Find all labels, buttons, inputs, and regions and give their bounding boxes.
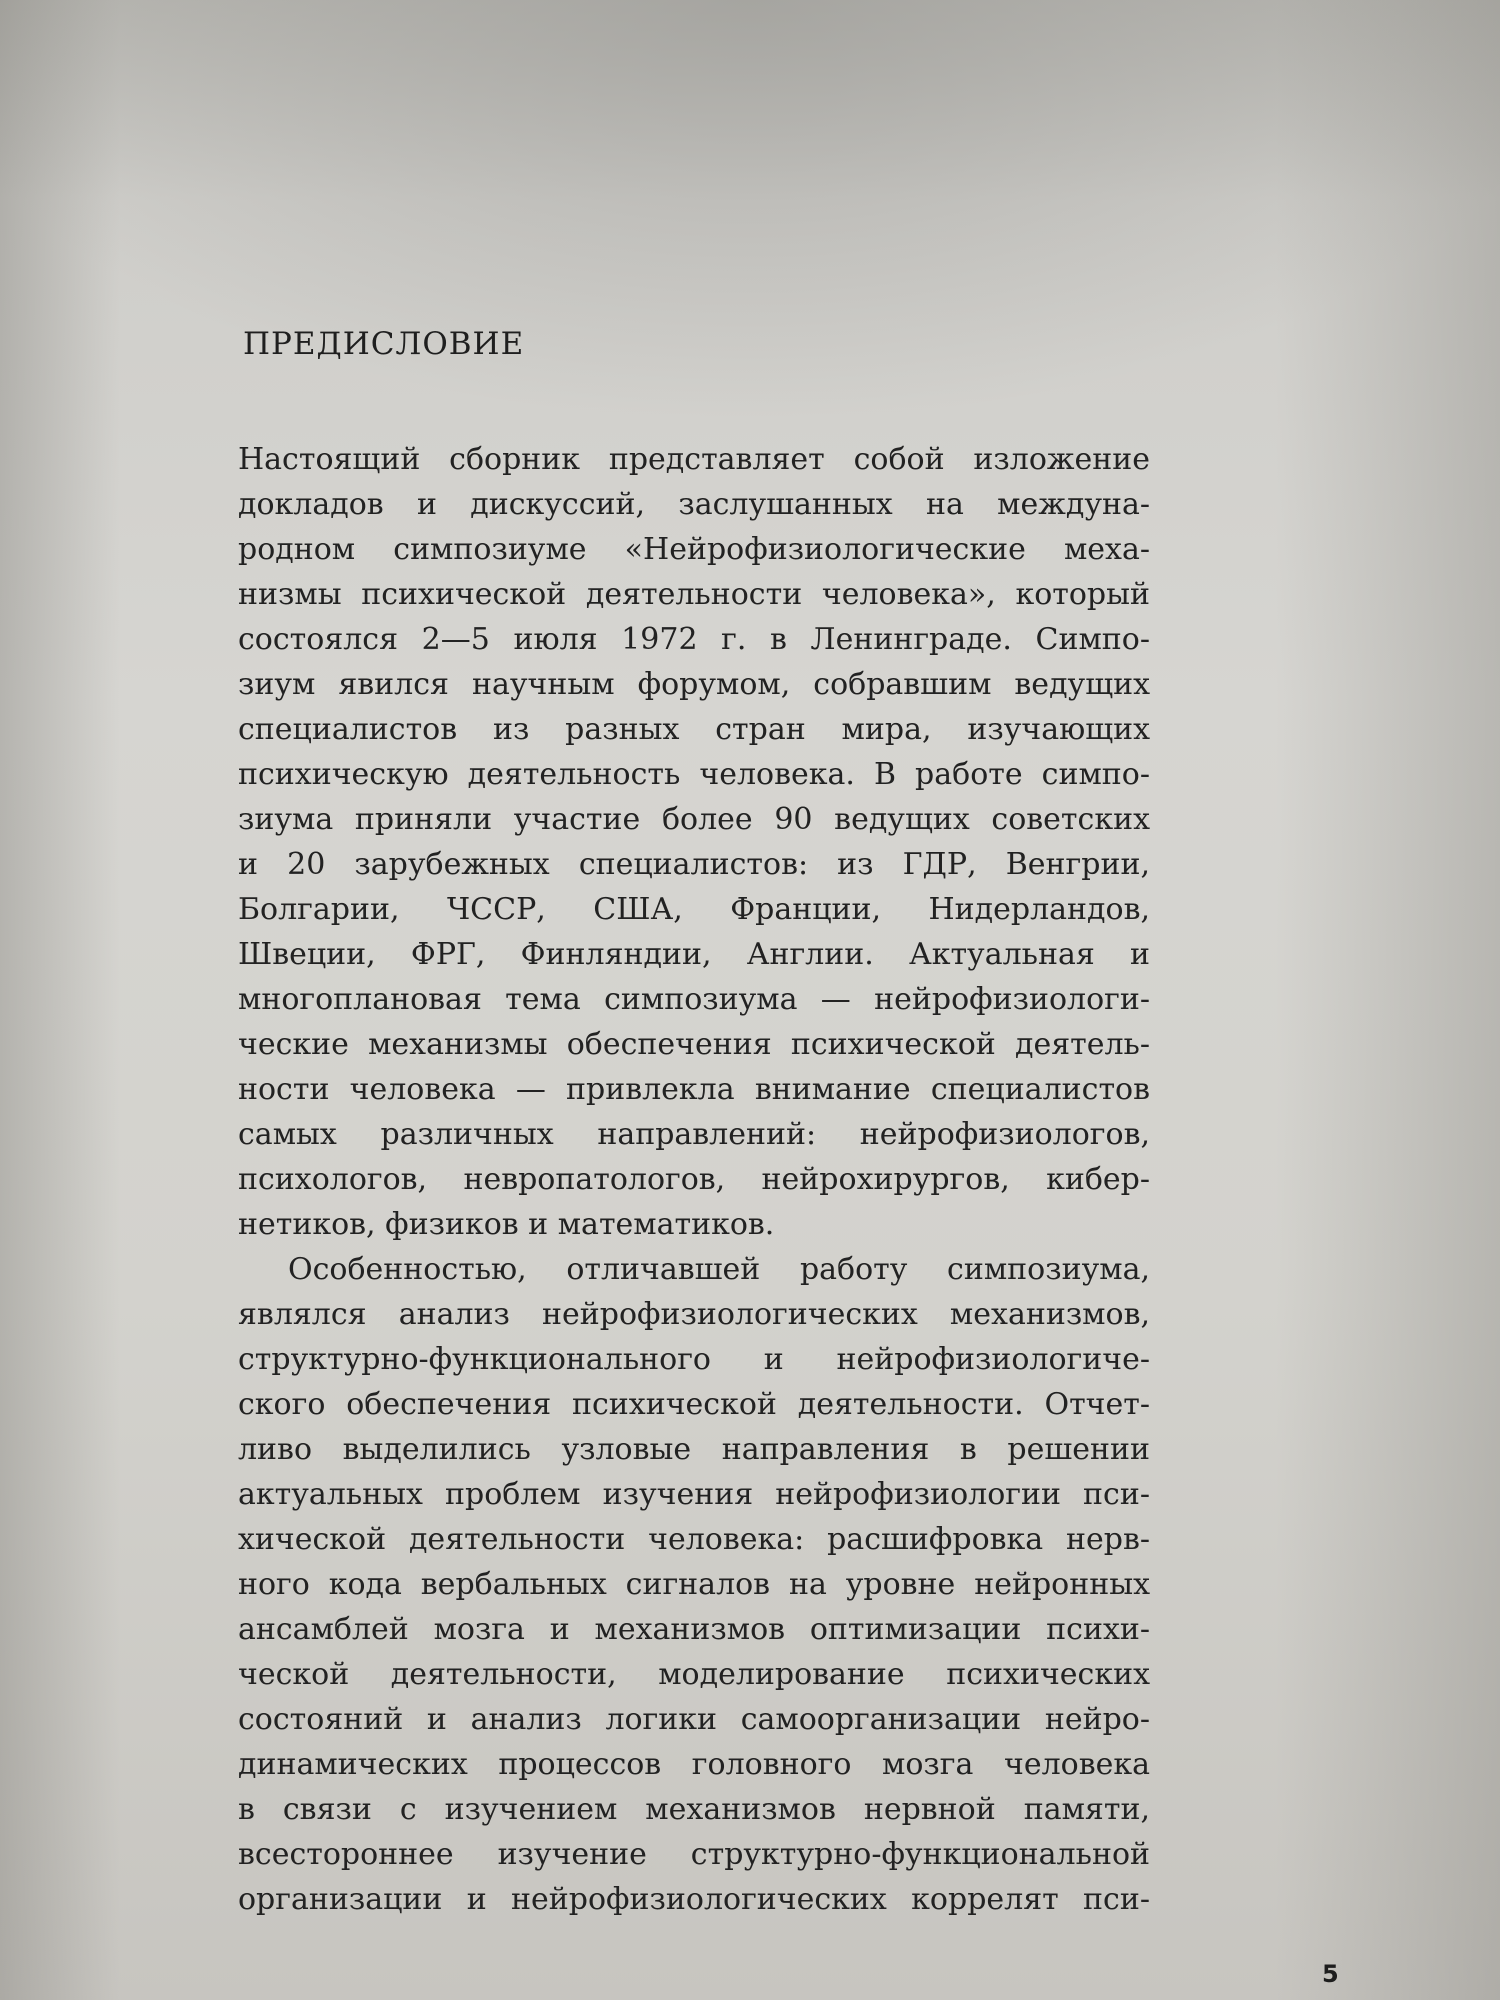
text-line: ансамблей мозга и механизмов оптимизации психи- <box>238 1612 1150 1647</box>
text-line: Особенностью, отличавшей работу симпозиума, <box>288 1252 1150 1287</box>
text-line: ности человека — привлекла внимание специалистов <box>238 1072 1150 1107</box>
text-line: актуальных проблем изучения нейрофизиологии пси- <box>238 1477 1150 1512</box>
text-line: ливо выделились узловые направления в решении <box>238 1432 1150 1467</box>
text-line: структурно-функционального и нейрофизиологиче- <box>238 1342 1150 1377</box>
text-line: зиум явился научным форумом, собравшим ведущих <box>238 667 1150 702</box>
page-title: ПРЕДИСЛОВИЕ <box>243 326 525 362</box>
text-line: Болгарии, ЧССР, США, Франции, Нидерландов, <box>238 892 1150 927</box>
body-text <box>238 437 1150 1922</box>
text-line: в связи с изучением механизмов нервной памяти, <box>238 1792 1150 1827</box>
text-line: многоплановая тема симпозиума — нейрофизиологи- <box>238 982 1150 1017</box>
text-line: низмы психической деятельности человека», который <box>238 577 1150 612</box>
text-line: ного кода вербальных сигналов на уровне нейронных <box>238 1567 1150 1602</box>
text-line: состояний и анализ логики самоорганизации нейро- <box>238 1702 1150 1737</box>
text-line: ческой деятельности, моделирование психических <box>238 1657 1150 1692</box>
text-line: и 20 зарубежных специалистов: из ГДР, Венгрии, <box>238 847 1150 882</box>
text-line: состоялся 2—5 июля 1972 г. в Ленинграде. Симпо- <box>238 622 1150 657</box>
text-line: являлся анализ нейрофизиологических механизмов, <box>238 1297 1150 1332</box>
text-line: динамических процессов головного мозга человека <box>238 1747 1150 1782</box>
text-line: всестороннее изучение структурно-функциональной <box>238 1837 1150 1872</box>
text-line: нетиков, физиков и математиков. <box>238 1207 775 1242</box>
text-line: родном симпозиуме «Нейрофизиологические меха- <box>238 532 1150 567</box>
paragraph-1 <box>238 437 1150 1247</box>
text-line: ского обеспечения психической деятельности. Отчет- <box>238 1387 1150 1422</box>
text-line: самых различных направлений: нейрофизиологов, <box>238 1117 1150 1152</box>
page-number: 5 <box>1322 1960 1339 1988</box>
text-line: психическую деятельность человека. В работе симпо- <box>238 757 1150 792</box>
text-line: ческие механизмы обеспечения психической деятель- <box>238 1027 1150 1062</box>
text-line: Швеции, ФРГ, Финляндии, Англии. Актуальная и <box>238 937 1150 972</box>
text-line: психологов, невропатологов, нейрохирургов, кибер- <box>238 1162 1150 1197</box>
text-line: зиума приняли участие более 90 ведущих советских <box>238 802 1150 837</box>
text-line: Настоящий сборник представляет собой изложение <box>238 442 1150 477</box>
paragraph-2 <box>238 1247 1150 1922</box>
text-line: организации и нейрофизиологических коррелят пси- <box>238 1882 1150 1917</box>
text-line: докладов и дискуссий, заслушанных на междуна- <box>238 487 1150 522</box>
text-line: специалистов из разных стран мира, изучающих <box>238 712 1150 747</box>
text-line: хической деятельности человека: расшифровка нерв- <box>238 1522 1150 1557</box>
